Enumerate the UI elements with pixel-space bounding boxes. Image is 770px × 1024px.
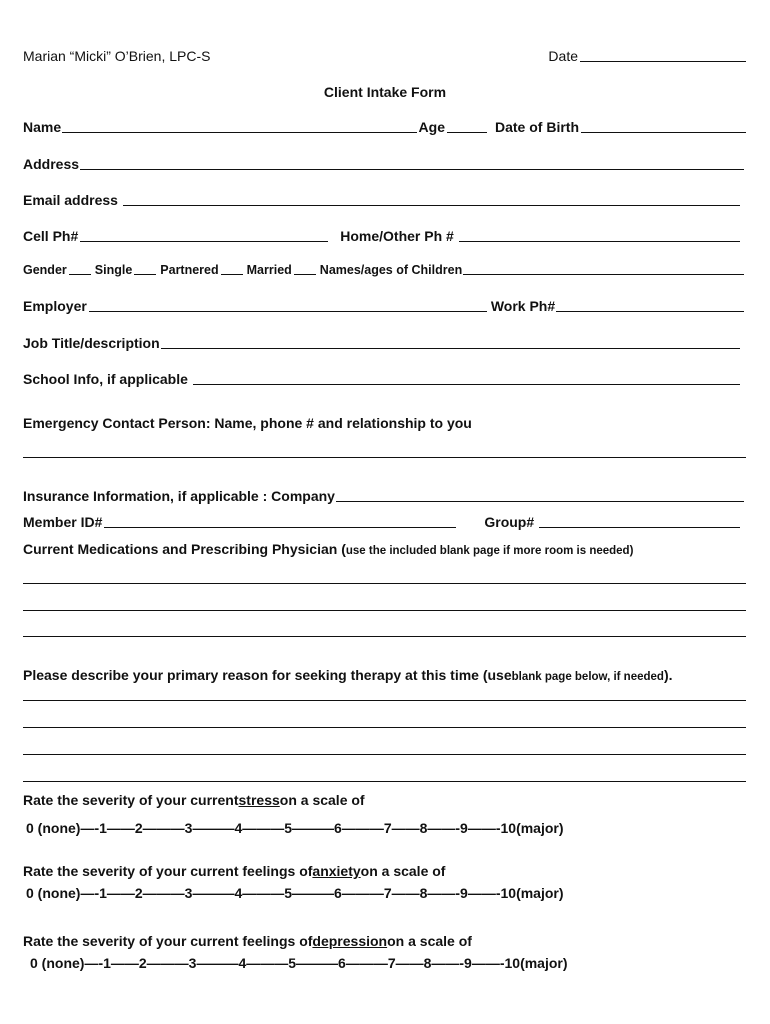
medications-note: use the included blank page if more room is needed) (345, 545, 634, 557)
work-phone-field[interactable] (556, 298, 744, 312)
depression-suffix: on a scale of (387, 933, 472, 949)
phone-row (23, 228, 742, 244)
form-title: Client Intake Form (323, 84, 447, 100)
depression-prefix: Rate the severity of your current feelings of (23, 933, 313, 949)
emergency-label: Emergency Contact Person: Name, phone # and relationship to you (23, 415, 472, 431)
depression-scale[interactable]: 0 (none)—-1——2———3———4———5———6———7——8——-9——-10(major) (30, 955, 568, 971)
name-label: Name (23, 119, 62, 135)
single-label: Single (94, 263, 133, 277)
medications-row (23, 541, 746, 557)
depression-word: depression (312, 933, 388, 949)
member-field[interactable] (104, 514, 456, 528)
stress-suffix: on a scale of (279, 792, 365, 808)
insurance-label: Insurance Information, if applicable : Company (23, 488, 335, 504)
employer-row (23, 298, 746, 314)
group-label: Group# (484, 514, 535, 530)
partnered-field[interactable] (221, 263, 243, 275)
address-row (23, 156, 746, 172)
medications-line-3[interactable] (23, 636, 746, 637)
children-label: Names/ages of Children (319, 263, 463, 277)
gender-field[interactable] (69, 263, 91, 275)
job-row (23, 335, 742, 351)
school-row (23, 371, 742, 387)
email-row (23, 192, 742, 208)
employer-label: Employer (23, 298, 87, 314)
address-label: Address (23, 156, 80, 172)
dob-label: Date of Birth (495, 119, 579, 135)
partnered-label: Partnered (160, 263, 219, 277)
medications-label: Current Medications and Prescribing Physician ( (23, 541, 346, 557)
email-label: Email address (23, 192, 118, 208)
reason-line-2[interactable] (23, 727, 746, 728)
date-field[interactable] (580, 48, 746, 62)
name-row (23, 119, 746, 135)
insurance-field[interactable] (336, 488, 744, 502)
anxiety-word: anxiety (312, 863, 361, 879)
employer-field[interactable] (89, 298, 487, 312)
stress-scale[interactable]: 0 (none)—-1——2———3———4———5———6———7——8——-9——-10(major) (26, 820, 564, 836)
member-label: Member ID# (23, 514, 103, 530)
reason-line-3[interactable] (23, 754, 746, 755)
reason-end: ). (663, 667, 673, 683)
reason-row (23, 667, 746, 683)
stress-word: stress (238, 792, 280, 808)
reason-line-4[interactable] (23, 781, 746, 782)
married-label: Married (246, 263, 292, 277)
work-phone-label: Work Ph# (490, 298, 556, 314)
reason-note: blank page below, if needed (511, 671, 664, 683)
gender-label: Gender (23, 263, 67, 277)
cell-label: Cell Ph# (23, 228, 79, 244)
school-label: School Info, if applicable (23, 371, 188, 387)
age-field[interactable] (447, 119, 487, 133)
medications-line-1[interactable] (23, 583, 746, 584)
married-field[interactable] (294, 263, 316, 275)
anxiety-prefix: Rate the severity of your current feelings of (23, 863, 313, 879)
status-row (23, 263, 746, 277)
cell-field[interactable] (80, 228, 328, 242)
reason-label: Please describe your primary reason for seeking therapy at this time (use (23, 667, 512, 683)
children-field[interactable] (463, 263, 744, 275)
job-field[interactable] (161, 335, 740, 349)
anxiety-question (23, 863, 746, 879)
dob-field[interactable] (581, 119, 746, 133)
school-field[interactable] (193, 371, 740, 385)
insurance-row (23, 488, 746, 504)
counselor-name: Marian “Micki” O’Brien, LPC-S (23, 48, 211, 64)
reason-line-1[interactable] (23, 700, 746, 701)
single-field[interactable] (134, 263, 156, 275)
home-label: Home/Other Ph # (340, 228, 454, 244)
address-field[interactable] (80, 156, 744, 170)
date-label: Date (548, 48, 578, 64)
page-header (23, 48, 746, 64)
member-row (23, 514, 742, 530)
emergency-field[interactable] (23, 457, 746, 458)
age-label: Age (418, 119, 445, 135)
depression-question (23, 933, 746, 949)
stress-question (23, 792, 746, 808)
group-field[interactable] (539, 514, 740, 528)
emergency-row (23, 415, 746, 431)
anxiety-scale[interactable]: 0 (none)—-1——2———3———4———5———6———7——8——-9——-10(major) (26, 885, 564, 901)
anxiety-suffix: on a scale of (360, 863, 446, 879)
job-label: Job Title/description (23, 335, 160, 351)
stress-prefix: Rate the severity of your current (23, 792, 239, 808)
home-field[interactable] (459, 228, 740, 242)
email-field[interactable] (123, 192, 740, 206)
medications-line-2[interactable] (23, 610, 746, 611)
name-field[interactable] (62, 119, 416, 133)
